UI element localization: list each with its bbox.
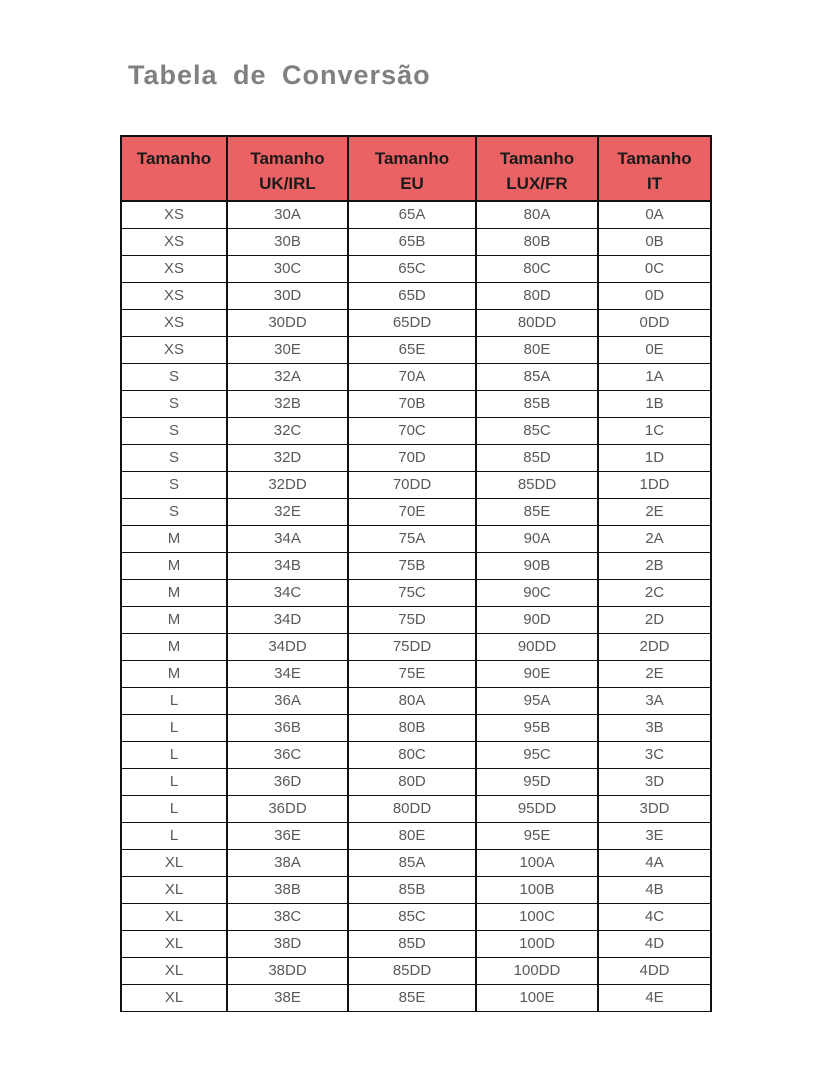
table-cell: M (121, 633, 227, 660)
table-cell: 80E (476, 336, 598, 363)
table-cell: 1C (598, 417, 711, 444)
table-cell: 30C (227, 255, 348, 282)
table-row (121, 444, 711, 471)
table-row (121, 255, 711, 282)
table-cell: 2DD (598, 633, 711, 660)
table-cell: 85D (476, 444, 598, 471)
table-cell: M (121, 579, 227, 606)
table-cell: 70B (348, 390, 476, 417)
table-cell: L (121, 768, 227, 795)
table-cell: L (121, 795, 227, 822)
table-cell: L (121, 687, 227, 714)
table-cell: 85A (476, 363, 598, 390)
table-cell: 95E (476, 822, 598, 849)
table-cell: 34D (227, 606, 348, 633)
column-header-line2: LUX/FR (506, 174, 568, 193)
table-cell: 100A (476, 849, 598, 876)
table-cell: 38B (227, 876, 348, 903)
table-cell: 70D (348, 444, 476, 471)
table-cell: 2E (598, 660, 711, 687)
column-header-line2 (122, 171, 226, 196)
table-row (121, 417, 711, 444)
table-row (121, 552, 711, 579)
size-conversion-table (120, 135, 712, 1012)
table-cell: 36C (227, 741, 348, 768)
table-cell: 30DD (227, 309, 348, 336)
table-cell: 85E (348, 984, 476, 1011)
table-row (121, 822, 711, 849)
table-cell: 3A (598, 687, 711, 714)
table-header-row (121, 136, 711, 201)
table-cell: 32D (227, 444, 348, 471)
table-cell: 1B (598, 390, 711, 417)
table-cell: L (121, 741, 227, 768)
table-cell: 100DD (476, 957, 598, 984)
table-cell: 4D (598, 930, 711, 957)
table-row (121, 579, 711, 606)
table-row (121, 201, 711, 228)
table-cell: 70C (348, 417, 476, 444)
table-cell: XS (121, 255, 227, 282)
table-row (121, 768, 711, 795)
table-cell: 80B (476, 228, 598, 255)
column-header-line1: Tamanho (499, 149, 575, 168)
table-cell: XS (121, 336, 227, 363)
table-row (121, 525, 711, 552)
table-cell: 75A (348, 525, 476, 552)
table-cell: 95DD (476, 795, 598, 822)
table-cell: 80C (348, 741, 476, 768)
column-header-line2: UK/IRL (259, 174, 316, 193)
table-cell: 90D (476, 606, 598, 633)
table-cell: 85B (476, 390, 598, 417)
table-cell: 34B (227, 552, 348, 579)
column-header-4 (476, 136, 598, 201)
table-cell: 90DD (476, 633, 598, 660)
table-cell: S (121, 471, 227, 498)
table-cell: 85DD (476, 471, 598, 498)
table-cell: 70DD (348, 471, 476, 498)
table-row (121, 363, 711, 390)
table-cell: 75C (348, 579, 476, 606)
table-cell: 95D (476, 768, 598, 795)
table-cell: 0D (598, 282, 711, 309)
table-cell: 75B (348, 552, 476, 579)
table-cell: 36E (227, 822, 348, 849)
table-cell: 34E (227, 660, 348, 687)
column-header-line2: IT (646, 174, 663, 193)
column-header-line2: EU (400, 174, 424, 193)
table-row (121, 876, 711, 903)
table-cell: 65DD (348, 309, 476, 336)
table-cell: 75D (348, 606, 476, 633)
table-cell: 36A (227, 687, 348, 714)
table-cell: 100E (476, 984, 598, 1011)
table-cell: XS (121, 201, 227, 228)
table-cell: 4C (598, 903, 711, 930)
table-cell: 38E (227, 984, 348, 1011)
table-cell: 80DD (348, 795, 476, 822)
table-cell: 95C (476, 741, 598, 768)
table-cell: 85A (348, 849, 476, 876)
table-cell: 30B (227, 228, 348, 255)
table-cell: 0A (598, 201, 711, 228)
table-cell: 95B (476, 714, 598, 741)
table-cell: 65D (348, 282, 476, 309)
table-cell: 4E (598, 984, 711, 1011)
table-row (121, 849, 711, 876)
column-header-3 (348, 136, 476, 201)
table-row (121, 336, 711, 363)
table-row (121, 660, 711, 687)
table-cell: 30A (227, 201, 348, 228)
table-cell: 36B (227, 714, 348, 741)
table-row (121, 228, 711, 255)
table-cell: 38D (227, 930, 348, 957)
table-cell: 80A (476, 201, 598, 228)
column-header-line1: Tamanho (374, 149, 450, 168)
table-cell: M (121, 552, 227, 579)
table-cell: 65C (348, 255, 476, 282)
table-cell: 80A (348, 687, 476, 714)
table-cell: 85C (476, 417, 598, 444)
table-cell: XL (121, 984, 227, 1011)
table-cell: 3E (598, 822, 711, 849)
table-cell: M (121, 606, 227, 633)
table-cell: 80B (348, 714, 476, 741)
table-cell: 80DD (476, 309, 598, 336)
page-title: Tabela de Conversão (128, 60, 431, 90)
column-header-line1: Tamanho (250, 149, 325, 168)
table-row (121, 957, 711, 984)
table-cell: XL (121, 930, 227, 957)
table-cell: S (121, 417, 227, 444)
table-cell: 3C (598, 741, 711, 768)
table-row (121, 498, 711, 525)
table-cell: 85D (348, 930, 476, 957)
table-row (121, 714, 711, 741)
table-cell: 80D (348, 768, 476, 795)
column-header-1 (121, 136, 227, 201)
table-cell: S (121, 444, 227, 471)
table-cell: 0E (598, 336, 711, 363)
table-cell: 0DD (598, 309, 711, 336)
table-row (121, 930, 711, 957)
table-cell: 90E (476, 660, 598, 687)
table-cell: 2D (598, 606, 711, 633)
table-row (121, 309, 711, 336)
table-row (121, 606, 711, 633)
table-cell: S (121, 363, 227, 390)
table-cell: XL (121, 849, 227, 876)
table-cell: 1DD (598, 471, 711, 498)
table-cell: 2A (598, 525, 711, 552)
table-cell: 32DD (227, 471, 348, 498)
table-cell: 36DD (227, 795, 348, 822)
table-cell: XL (121, 957, 227, 984)
table-cell: 34C (227, 579, 348, 606)
table-cell: 34A (227, 525, 348, 552)
table-cell: 4B (598, 876, 711, 903)
table-cell: 65A (348, 201, 476, 228)
table-cell: 38DD (227, 957, 348, 984)
table-row (121, 282, 711, 309)
table-row (121, 795, 711, 822)
table-cell: 38A (227, 849, 348, 876)
table-cell: 3D (598, 768, 711, 795)
table-row (121, 687, 711, 714)
table-cell: 4A (598, 849, 711, 876)
table-cell: 32A (227, 363, 348, 390)
table-row (121, 390, 711, 417)
table-cell: 75DD (348, 633, 476, 660)
table-cell: 85B (348, 876, 476, 903)
table-cell: 85DD (348, 957, 476, 984)
table-row (121, 903, 711, 930)
table-cell: M (121, 525, 227, 552)
table-cell: 30E (227, 336, 348, 363)
table-cell: 36D (227, 768, 348, 795)
table-cell: 70A (348, 363, 476, 390)
table-cell: 75E (348, 660, 476, 687)
table-cell: 2C (598, 579, 711, 606)
table-cell: S (121, 390, 227, 417)
table-cell: XL (121, 903, 227, 930)
table-cell: XS (121, 309, 227, 336)
column-header-line1: Tamanho (617, 149, 692, 168)
table-cell: L (121, 714, 227, 741)
table-cell: S (121, 498, 227, 525)
table-cell: XS (121, 228, 227, 255)
table-cell: 80E (348, 822, 476, 849)
table-cell: 32B (227, 390, 348, 417)
table-cell: 3B (598, 714, 711, 741)
column-header-5 (598, 136, 711, 201)
table-cell: 100C (476, 903, 598, 930)
table-cell: 90A (476, 525, 598, 552)
column-header-2 (227, 136, 348, 201)
table-row (121, 741, 711, 768)
table-cell: 85C (348, 903, 476, 930)
table-row (121, 633, 711, 660)
table-cell: 80C (476, 255, 598, 282)
table-cell: XL (121, 876, 227, 903)
table-cell: L (121, 822, 227, 849)
table-cell: XS (121, 282, 227, 309)
table-cell: 2E (598, 498, 711, 525)
column-header-line1: Tamanho (136, 149, 212, 168)
table-cell: 0C (598, 255, 711, 282)
table-cell: 3DD (598, 795, 711, 822)
table-row (121, 984, 711, 1011)
table-cell: 32E (227, 498, 348, 525)
table-cell: 100D (476, 930, 598, 957)
table-cell: 85E (476, 498, 598, 525)
table-cell: 70E (348, 498, 476, 525)
table-cell: 4DD (598, 957, 711, 984)
table-cell: 2B (598, 552, 711, 579)
table-cell: 90B (476, 552, 598, 579)
table-cell: 34DD (227, 633, 348, 660)
table-cell: 1A (598, 363, 711, 390)
table-row (121, 471, 711, 498)
table-cell: 95A (476, 687, 598, 714)
table-cell: 0B (598, 228, 711, 255)
table-cell: 65E (348, 336, 476, 363)
table-cell: 90C (476, 579, 598, 606)
table-cell: 30D (227, 282, 348, 309)
table-cell: 100B (476, 876, 598, 903)
table-cell: 38C (227, 903, 348, 930)
table-cell: 1D (598, 444, 711, 471)
table-cell: 32C (227, 417, 348, 444)
table-cell: M (121, 660, 227, 687)
table-body (121, 201, 711, 1011)
table-cell: 65B (348, 228, 476, 255)
table-cell: 80D (476, 282, 598, 309)
